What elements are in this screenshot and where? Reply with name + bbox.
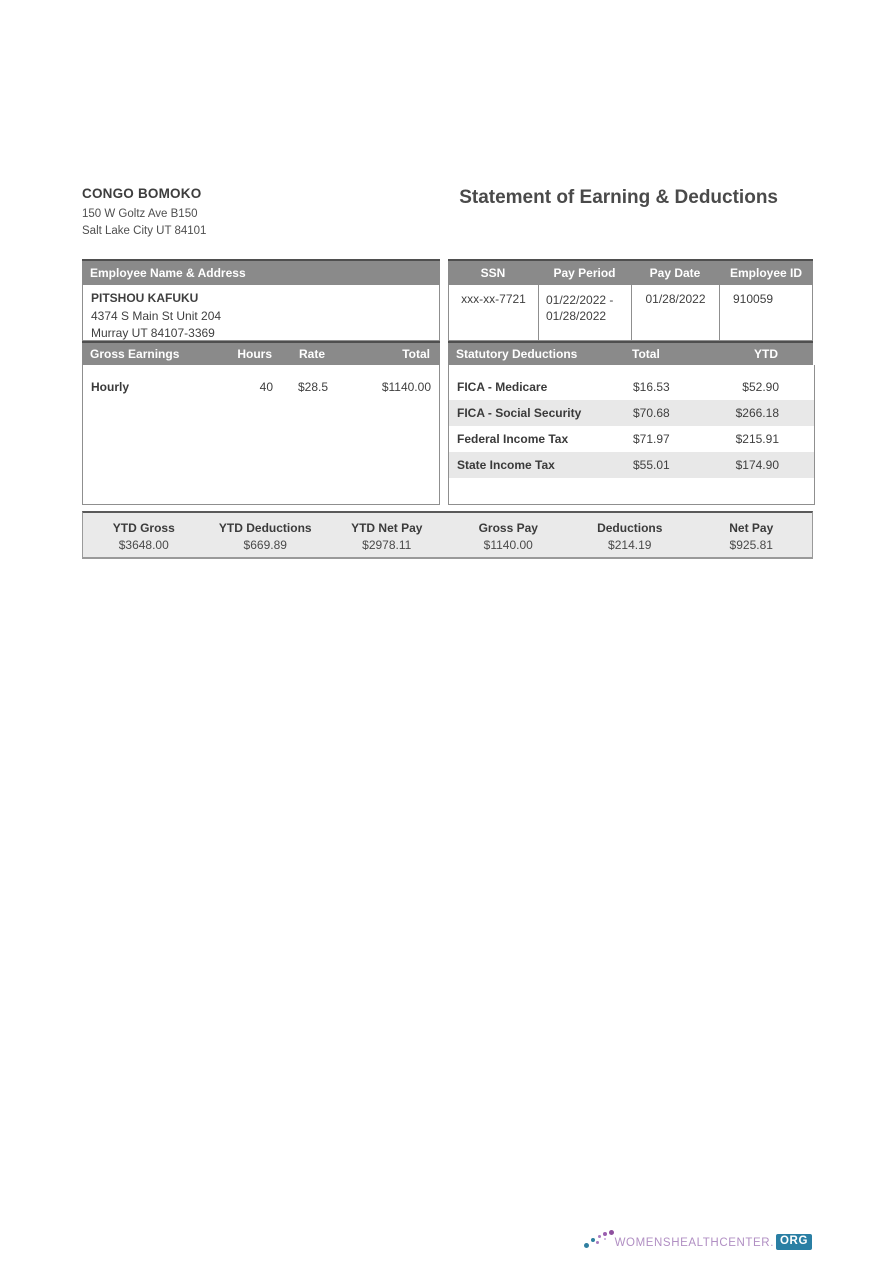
summary-deductions bbox=[569, 519, 691, 552]
employee-id-value: 910059 bbox=[719, 285, 813, 341]
ssn-header: SSN bbox=[480, 266, 506, 280]
employee-info-header-grid bbox=[448, 261, 813, 285]
summary-value: $3648.00 bbox=[118, 537, 169, 552]
dots-swirl-icon bbox=[583, 1228, 615, 1250]
deduction-row-total: $55.01 bbox=[633, 458, 670, 472]
summary-ytd-deductions bbox=[205, 519, 327, 552]
deduction-row-ytd: $266.18 bbox=[735, 406, 779, 420]
summary-label: Deductions bbox=[597, 520, 663, 535]
deduction-row-total: $71.97 bbox=[633, 432, 670, 446]
company-address-line1: 150 W Goltz Ave B150 bbox=[82, 208, 198, 220]
employee-name-address-header-label: Employee Name & Address bbox=[90, 266, 246, 280]
deductions-total-header: Total bbox=[632, 347, 660, 361]
earnings-row-rate: $28.5 bbox=[297, 380, 329, 394]
employee-header-row bbox=[82, 259, 813, 285]
employee-info-header bbox=[448, 259, 813, 285]
employee-id-header: Employee ID bbox=[729, 266, 803, 280]
deduction-row-label: FICA - Medicare bbox=[457, 380, 548, 394]
summary-band bbox=[82, 511, 813, 559]
company-block bbox=[82, 186, 206, 240]
earnings-deductions-header-row bbox=[82, 341, 813, 365]
deduction-row bbox=[449, 374, 814, 400]
ssn-value: xxx-xx-7721 bbox=[448, 285, 538, 341]
summary-gross-pay bbox=[448, 519, 570, 552]
employee-data-row bbox=[82, 285, 813, 341]
employee-name-address-header bbox=[82, 259, 440, 285]
statutory-deductions-header-grid bbox=[448, 347, 813, 361]
pay-period-line1: 01/22/2022 - bbox=[546, 293, 614, 307]
deduction-row-total: $70.68 bbox=[633, 406, 670, 420]
summary-label: YTD Net Pay bbox=[351, 520, 423, 535]
deduction-row-ytd: $215.91 bbox=[735, 432, 779, 446]
gross-earnings-body bbox=[82, 365, 440, 505]
employee-address-line2: Murray UT 84107-3369 bbox=[91, 326, 215, 340]
summary-label: YTD Deductions bbox=[218, 520, 312, 535]
deduction-row-label: Federal Income Tax bbox=[457, 432, 569, 446]
pay-period-line2: 01/28/2022 bbox=[546, 309, 607, 323]
gross-earnings-header bbox=[82, 341, 440, 365]
employee-name: PITSHOU KAFUKU bbox=[91, 291, 199, 305]
statutory-deductions-body bbox=[448, 365, 815, 505]
company-address bbox=[82, 206, 206, 240]
summary-value: $669.89 bbox=[243, 537, 287, 552]
summary-label: Gross Pay bbox=[478, 520, 538, 535]
rate-header: Rate bbox=[298, 347, 325, 361]
deduction-row-total: $16.53 bbox=[633, 380, 670, 394]
deduction-row-label: FICA - Social Security bbox=[457, 406, 582, 420]
summary-value: $1140.00 bbox=[483, 537, 533, 552]
deduction-row-ytd: $174.90 bbox=[735, 458, 779, 472]
deduction-row-ytd: $52.90 bbox=[742, 380, 779, 394]
earnings-row-label: Hourly bbox=[91, 380, 130, 394]
pay-date-header: Pay Date bbox=[649, 266, 701, 280]
company-name: CONGO BOMOKO bbox=[82, 186, 202, 201]
earnings-row bbox=[83, 374, 439, 400]
gross-earnings-header-label: Gross Earnings bbox=[90, 347, 180, 361]
earnings-total-header: Total bbox=[402, 347, 430, 361]
deduction-row bbox=[449, 426, 814, 452]
employee-info-cells bbox=[448, 285, 813, 341]
statutory-deductions-header-label: Statutory Deductions bbox=[456, 347, 578, 361]
earnings-row-hours: 40 bbox=[259, 380, 273, 394]
summary-label: Net Pay bbox=[729, 520, 774, 535]
summary-label: YTD Gross bbox=[112, 520, 175, 535]
document-header bbox=[82, 186, 778, 240]
deduction-row bbox=[449, 400, 814, 426]
earnings-deductions-body-row bbox=[82, 365, 813, 505]
summary-value: $2978.11 bbox=[362, 537, 412, 552]
pay-date-value: 01/28/2022 bbox=[631, 285, 719, 341]
company-address-line2: Salt Lake City UT 84101 bbox=[82, 225, 207, 237]
logo-org-badge: ORG bbox=[776, 1234, 812, 1250]
document-title: Statement of Earning & Deductions bbox=[459, 187, 778, 208]
summary-value: $925.81 bbox=[729, 537, 773, 552]
gross-earnings-header-grid bbox=[82, 347, 440, 361]
logo-text: WOMENSHEALTHCENTER. bbox=[614, 1237, 774, 1249]
deduction-row-label: State Income Tax bbox=[457, 458, 555, 472]
employee-address bbox=[91, 308, 431, 342]
hours-header: Hours bbox=[237, 347, 272, 361]
earnings-row-total: $1140.00 bbox=[381, 380, 431, 394]
summary-net-pay bbox=[691, 519, 813, 552]
summary-ytd-gross bbox=[83, 519, 205, 552]
summary-value: $214.19 bbox=[608, 537, 652, 552]
deductions-ytd-header: YTD bbox=[754, 347, 778, 361]
deduction-row bbox=[449, 452, 814, 478]
statutory-deductions-header bbox=[448, 341, 813, 365]
statement-table bbox=[82, 259, 813, 559]
employee-address-line1: 4374 S Main St Unit 204 bbox=[91, 309, 222, 323]
site-logo bbox=[583, 1228, 812, 1250]
pay-period-value bbox=[538, 285, 631, 341]
summary-ytd-net-pay bbox=[326, 519, 448, 552]
pay-period-header: Pay Period bbox=[553, 266, 616, 280]
employee-name-address-cell bbox=[82, 285, 440, 341]
